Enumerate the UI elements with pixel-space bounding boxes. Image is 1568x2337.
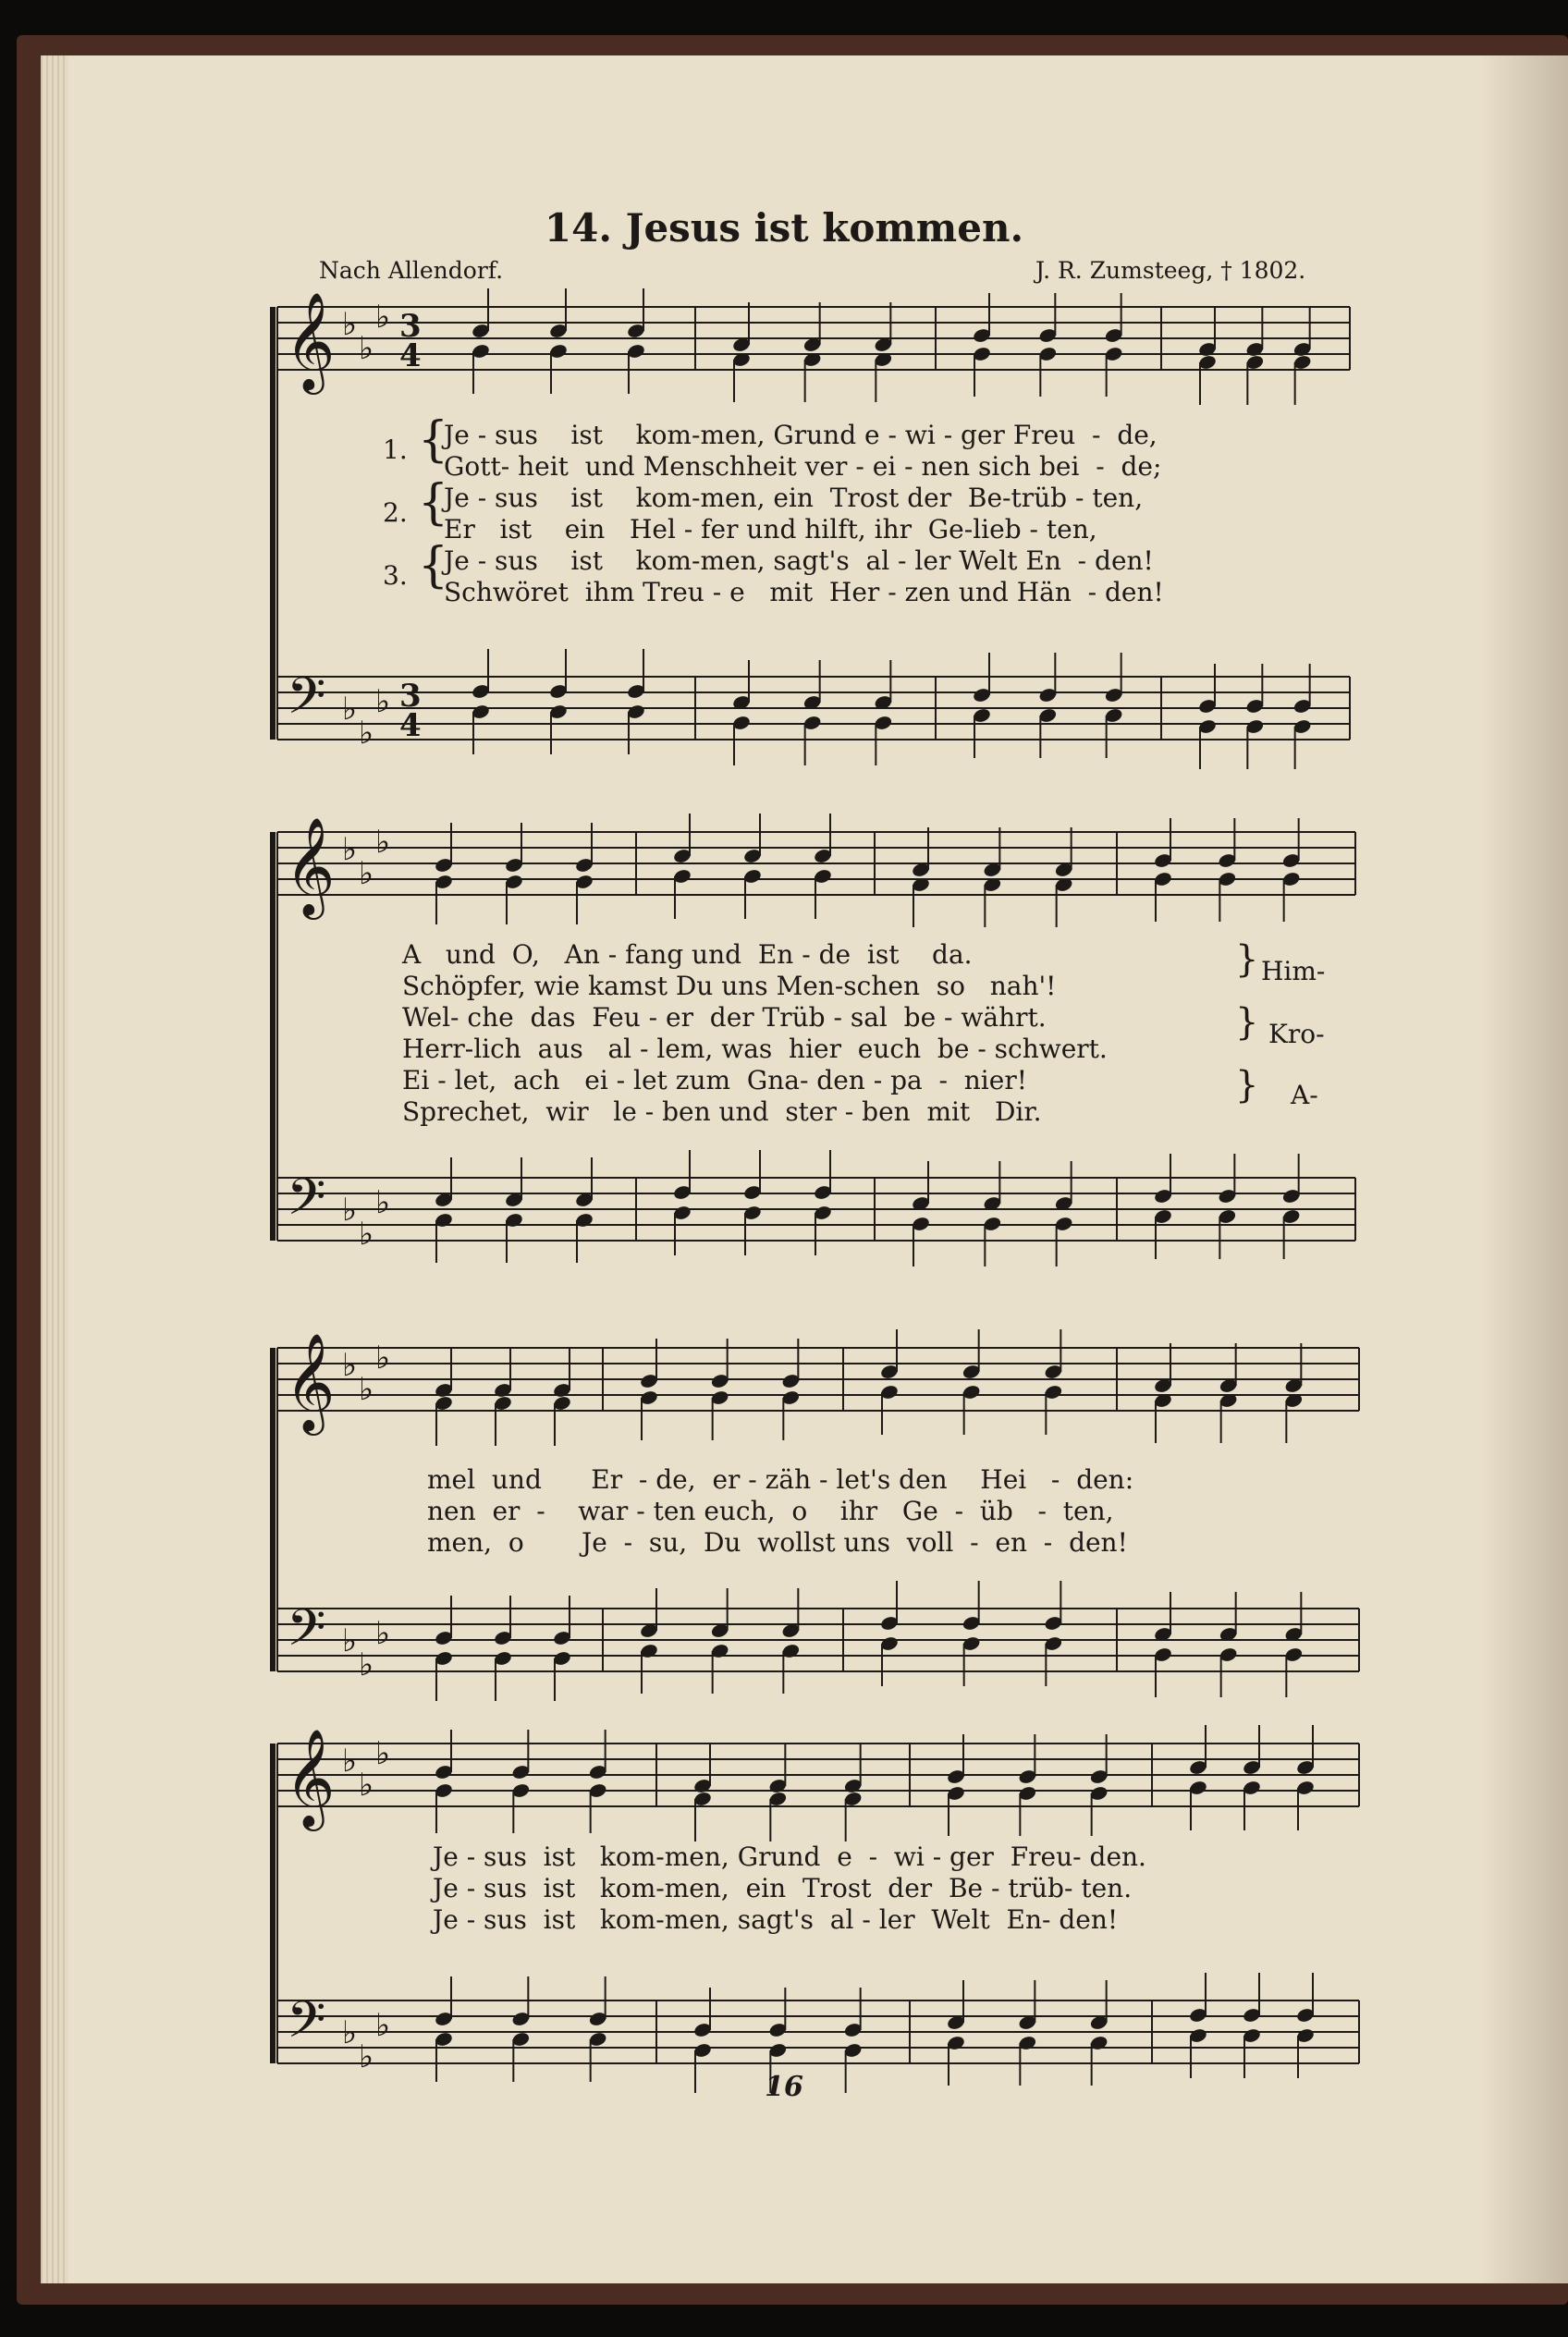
lyric-line: Je - sus ist kom-men, Grund e - wi - ger Freu - de, [444, 420, 1158, 450]
system-4-flat-icon: ♭ [375, 2007, 391, 2044]
system-4-system-bar [270, 1744, 276, 2063]
lyric-line: Gott- heit und Menschheit ver - ei - nen sich bei - de; [444, 451, 1162, 482]
lyric-line: Er ist ein Hel - fer und hilft, ihr Ge-lieb - ten, [444, 514, 1097, 544]
refrain-continuation: Kro- [1268, 1019, 1325, 1049]
system-4-flat-icon: ♭ [342, 2014, 358, 2051]
system-2-flat-icon: ♭ [342, 831, 358, 868]
refrain-brace: } [1235, 1064, 1259, 1107]
verse-number-3: 3. [383, 560, 408, 591]
system-3-flat-icon: ♭ [359, 1646, 374, 1683]
lyric-line: Ei - let, ach ei - let zum Gna- den - pa - nier! [402, 1065, 1027, 1095]
system-4-flat-icon: ♭ [359, 1767, 374, 1804]
lyric-line: Je - sus ist kom-men, sagt's al - ler Welt En- den! [433, 1904, 1119, 1935]
system-1-bass-clef-icon: 𝄢 [287, 667, 326, 738]
composer-credit: J. R. Zumsteeg, † 1802. [1035, 257, 1306, 284]
lyric-line: Herr-lich aus al - lem, was hier euch be - schwert. [402, 1034, 1108, 1064]
system-2-system-bar [270, 832, 276, 1241]
lyric-line: Je - sus ist kom-men, ein Trost der Be - trüb- ten. [433, 1873, 1133, 1903]
system-1-flat-icon: ♭ [375, 683, 391, 720]
system-4-treble-clef-icon: 𝄞 [285, 1728, 336, 1827]
system-3-system-bar [270, 1348, 276, 1671]
refrain-brace: } [1235, 938, 1259, 981]
time-signature-bottom: 4 [399, 337, 422, 374]
lyric-line: A und O, An - fang und En - de ist da. [402, 939, 973, 970]
system-3-bass-clef-icon: 𝄢 [287, 1598, 326, 1670]
system-2-flat-icon: ♭ [375, 824, 391, 861]
lyric-line: Schöpfer, wie kamst Du uns Men-schen so nah'! [402, 971, 1057, 1001]
system-2-flat-icon: ♭ [359, 1216, 374, 1253]
system-1-treble-clef-icon: 𝄞 [285, 291, 336, 390]
system-1-flat-icon: ♭ [359, 330, 374, 367]
system-3-flat-icon: ♭ [359, 1371, 374, 1408]
verse-number-1: 1. [383, 434, 408, 465]
verse-brace-3: { [418, 538, 449, 593]
lyric-line: Je - sus ist kom-men, Grund e - wi - ger Freu- den. [433, 1841, 1146, 1872]
lyric-line: men, o Je - su, Du wollst uns voll - en - den! [427, 1527, 1128, 1558]
system-2-treble-clef-icon: 𝄞 [285, 816, 336, 915]
system-4-flat-icon: ♭ [342, 1743, 358, 1780]
system-3-flat-icon: ♭ [342, 1622, 358, 1659]
lyric-line: Wel- che das Feu - er der Trüb - sal be - währt. [402, 1002, 1047, 1033]
system-3-flat-icon: ♭ [375, 1615, 391, 1652]
system-1-flat-icon: ♭ [342, 306, 358, 343]
lyric-line: nen er - war - ten euch, o ihr Ge - üb - ten, [427, 1496, 1114, 1526]
lyric-line: Sprechet, wir le - ben und ster - ben mit Dir. [402, 1096, 1042, 1127]
lyric-line: Je - sus ist kom-men, ein Trost der Be-trüb - ten, [444, 483, 1144, 513]
time-signature-bottom: 4 [399, 707, 422, 744]
system-4-flat-icon: ♭ [359, 2038, 374, 2075]
refrain-continuation: A- [1291, 1080, 1318, 1110]
system-3-flat-icon: ♭ [342, 1347, 358, 1384]
refrain-brace: } [1235, 1001, 1259, 1044]
system-1-system-bar [270, 307, 276, 740]
verse-brace-1: { [418, 412, 449, 468]
system-1-flat-icon: ♭ [342, 691, 358, 728]
lyric-line: Schwöret ihm Treu - e mit Her - zen und Hän - den! [444, 577, 1164, 607]
system-2-flat-icon: ♭ [375, 1184, 391, 1221]
system-4-bass-clef-icon: 𝄢 [287, 1990, 326, 2062]
system-1-flat-icon: ♭ [375, 299, 391, 336]
melody-source: Nach Allendorf. [319, 257, 504, 284]
refrain-continuation: Him- [1261, 956, 1326, 986]
time-signature-top: 3 [399, 308, 422, 345]
hymn-title: 14. Jesus ist kommen. [544, 205, 1024, 251]
system-3-treble-clef-icon: 𝄞 [285, 1332, 336, 1431]
system-2-flat-icon: ♭ [342, 1192, 358, 1229]
lyric-line: mel und Er - de, er - zäh - let's den Hei - den: [427, 1464, 1134, 1495]
system-2-bass-clef-icon: 𝄢 [287, 1168, 326, 1239]
system-4-flat-icon: ♭ [375, 1735, 391, 1772]
system-2-flat-icon: ♭ [359, 855, 374, 892]
page-number: 16 [765, 2071, 803, 2103]
system-3-flat-icon: ♭ [375, 1340, 391, 1377]
lyric-line: Je - sus ist kom-men, sagt's al - ler Welt En - den! [444, 545, 1154, 576]
verse-number-2: 2. [383, 497, 408, 528]
time-signature-top: 3 [399, 678, 422, 715]
verse-brace-2: { [418, 475, 449, 531]
system-1-flat-icon: ♭ [359, 715, 374, 752]
